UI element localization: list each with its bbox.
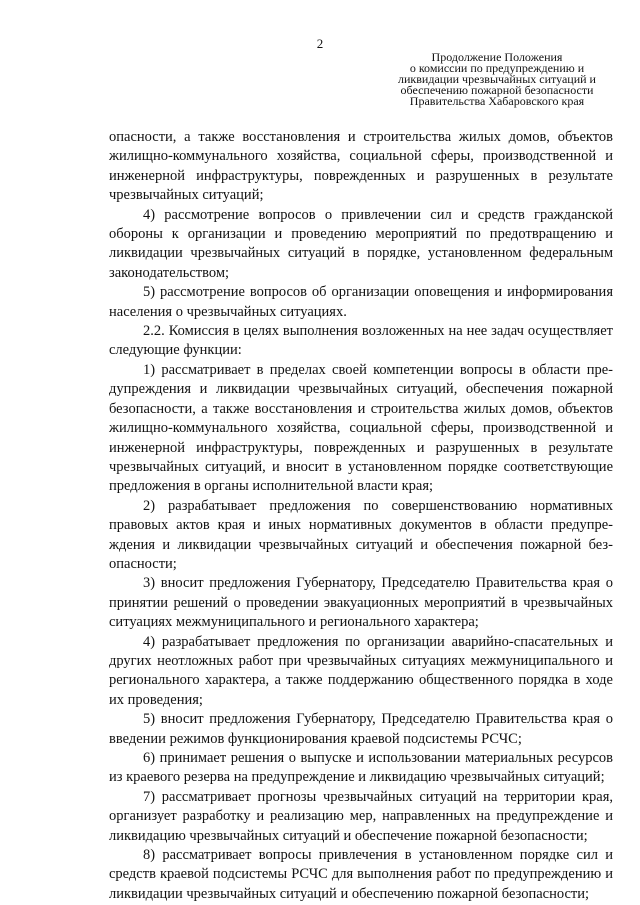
paragraph-item-5: 5) рассмотрение вопросов об организации оповещения и информирования населения о чрезвычайных ситуациях.	[109, 284, 613, 320]
paragraph-function-6: 6) принимает решения о выпуске и использовании материальных ресурсов из краевого резерва на предупреждение и ликвидацию чрезвычайных ситуаций;	[109, 750, 613, 786]
paragraph-function-3: 3) вносит предложения Губернатору, Председателю Правительства края о принятии решений о проведении эвакуационных мероприятий в чрезвычайных ситуациях межмуниципального и регионального характера;	[109, 575, 613, 631]
header-line: Продолжение Положения	[431, 50, 563, 64]
document-body	[109, 128, 613, 904]
header-line: Правительства Хабаровского края	[409, 94, 585, 108]
paragraph-item-4: 4) рассмотрение вопросов о привлечении сил и средств гражданской обороны к организации и проведению мероприятий по предотвращению и ликвидации чрезвычайных ситуаций в порядке, установленном федеральным законодательством;	[109, 206, 613, 281]
paragraph-section-2-2: 2.2. Комиссия в целях выполнения возложенных на нее задач осуществляет следующие функции:	[109, 323, 613, 359]
paragraph-function-2: 2) разрабатывает предложения по совершенствованию нормативных правовых актов края и иных нормативных документов в области предупреждения и ликвидации чрезвычайных ситуаций и обеспечения пожарной безопасности;	[109, 497, 613, 572]
header-line: о комиссии по предупреждению и	[409, 61, 585, 75]
continuation-header	[372, 52, 622, 107]
paragraph-continuation: опасности, а также восстановления и строительства жилых домов, объектов жилищно-коммунального хозяйства, социальной сферы, производственной и инженерной инфраструктуры, поврежденных и разрушенных в результате чрезвычайных ситуаций;	[109, 129, 613, 204]
paragraph-function-8: 8) рассматривает вопросы привлечения в установленном порядке сил и средств краевой подсистемы РСЧС для выполнения работ по предупреждению и ликвидации чрезвычайных ситуаций и обеспечению пожарной безопасности;	[109, 847, 613, 902]
page-number: 2	[316, 36, 324, 51]
header-line: ликвидации чрезвычайных ситуаций и	[398, 72, 596, 86]
paragraph-function-4: 4) разрабатывает предложения по организации аварийно-спасательных и других неотложных работ при чрезвычайных ситуациях межмуниципального и регионального характера, а также поддержанию общественного порядка в ходе их проведения;	[109, 633, 613, 708]
paragraph-function-1: 1) рассматривает в пределах своей компетенции вопросы в области предупреждения и ликвидации чрезвычайных ситуаций, обеспечения пожарной безопасности, а также восстановления и строительства жилых домов, объектов жилищно-коммунального хозяйства, социальной сферы, производственной и инженерной инфраструктуры, поврежденных и разрушенных в результате чрезвычайных ситуаций, и вносит в установленном порядке соответствующие предложения в органы исполнительной власти края;	[109, 361, 613, 495]
paragraph-function-5: 5) вносит предложения Губернатору, Председателю Правительства края о введении режимов функционирования краевой подсистемы РСЧС;	[109, 711, 613, 747]
header-line: обеспечению пожарной безопасности	[400, 83, 594, 97]
paragraph-function-7: 7) рассматривает прогнозы чрезвычайных ситуаций на территории края, организует разработку и реализацию мер, направленных на предупреждение и ликвидацию чрезвычайных ситуаций и обеспечение пожарной безопасности;	[109, 788, 613, 844]
